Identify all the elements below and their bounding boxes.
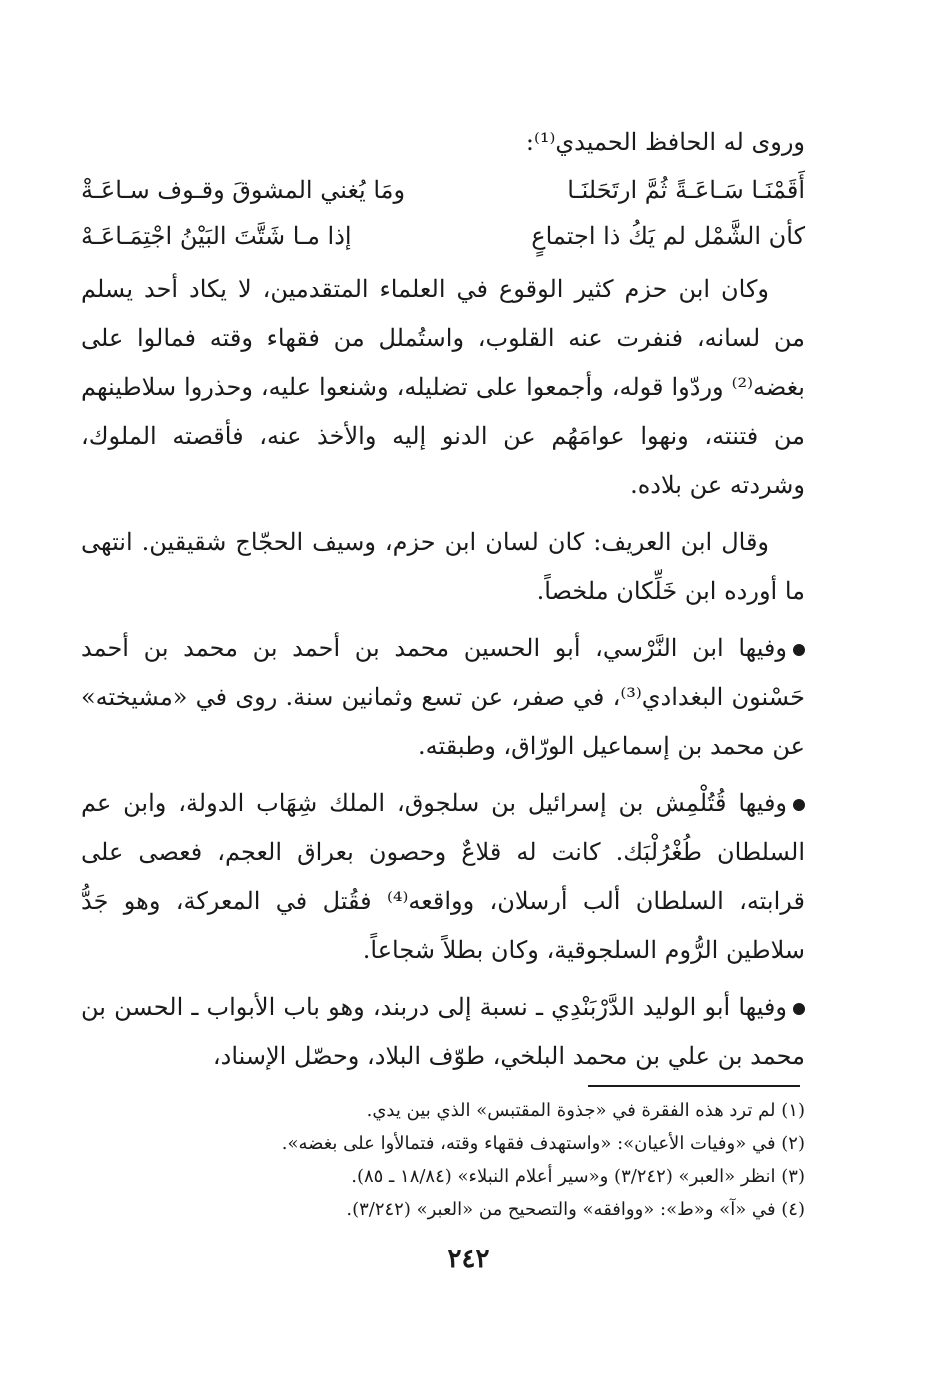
footnote-separator bbox=[588, 1085, 800, 1087]
verse-hemistich-second: ومَا يُغني المشوقَ وقـوف سـاعَـةْ bbox=[81, 176, 406, 204]
verse-line bbox=[81, 213, 805, 259]
paragraph-ibn-hazm: وكان ابن حزم كثير الوقوع في العلماء المتقدمين، لا يكاد أحد يسلم من لسانه، فنفرت عنه القلوب، واستُملل من فقهاء وقته فمالوا على بغضه⁽²⁾ وردّوا قوله، وأجمعوا على تضليله، وشنعوا عليه، وحذروا سلاطينهم من فتنته، ونهوا عوامَهُم عن الدنو إليه والأخذ عنه، فأقصته الملوك، وشردته عن بلاده. bbox=[81, 275, 805, 499]
bullet-icon bbox=[793, 1003, 805, 1015]
paragraph-ibn-arif: وقال ابن العريف: كان لسان ابن حزم، وسيف الحجّاج شقيقين. انتهى ما أورده ابن خَلِّكان ملخصاً. bbox=[81, 528, 805, 605]
entry-text: وفيها ابن النَّرْسي، أبو الحسين محمد بن أحمد بن محمد بن أحمد حَسْنون البغدادي⁽³⁾، في صفر، عن تسع وثمانين سنة. روى في «مشيخته» عن محمد بن إسماعيل الورّاق، وطبقته. bbox=[81, 634, 805, 760]
entry-text: وفيها قُتُلْمِش بن إسرائيل بن سلجوق، الملك شِهَاب الدولة، وابن عم السلطان طُغْرُلْبَك. كانت له قلاعٌ وحصون بعراق العجم، فعصى على قرابته، السلطان ألب أرسلان، وواقعه⁽⁴⁾ فقُتل في المعركة، وهو جَدُّ سلاطين الرُّوم السلجوقية، وكان بطلاً شجاعاً. bbox=[81, 789, 805, 964]
entry-darbandi bbox=[81, 983, 805, 1081]
verse-line bbox=[81, 167, 805, 213]
entry-text: وفيها أبو الوليد الدَّرْبَنْدِي ـ نسبة إلى دربند، وهو باب الأبواب ـ الحسن بن محمد بن علي بن محمد البلخي، طوّف البلاد، وحصّل الإسناد، bbox=[81, 993, 805, 1070]
footnote-1: (١) لم ترد هذه الفقرة في «جذوة المقتبس» الذي بين يدي. bbox=[366, 1100, 805, 1121]
bullet-icon bbox=[793, 644, 805, 656]
intro-line: وروى له الحافظ الحميدي⁽¹⁾: bbox=[525, 128, 805, 156]
footnote-2: (٢) في «وفيات الأعيان»: «واستهدف فقهاء وقته، فتمالأوا على بغضه». bbox=[281, 1133, 805, 1154]
footnote-4: (٤) في «آ» و«ط»: «ووافقه» والتصحيح من «العبر» (٣/٢٤٢). bbox=[346, 1199, 805, 1220]
entry-ibn-narsi bbox=[81, 624, 805, 771]
verse-hemistich-second: إذا مـا شَتَّتَ البَيْنُ اجْتِمَـاعَـهْ bbox=[81, 222, 352, 250]
verse-hemistich-first: أَقَمْنَـا سَـاعَـةً ثُمَّ ارتَحَلنَـا bbox=[567, 176, 805, 204]
poem-verses bbox=[81, 167, 805, 259]
verse-hemistich-first: كأن الشَّمْل لم يَكُ ذا اجتماعٍ bbox=[531, 222, 805, 250]
footnote-3: (٣) انظر «العبر» (٣/٢٤٢) و«سير أعلام النبلاء» (١٨/٨٤ ـ ٨٥). bbox=[351, 1166, 805, 1187]
entry-qutlumish bbox=[81, 779, 805, 975]
footnotes bbox=[81, 1094, 805, 1226]
bullet-icon bbox=[793, 799, 805, 811]
main-text bbox=[81, 118, 805, 1081]
page-number: ٢٤٢ bbox=[447, 1244, 490, 1274]
